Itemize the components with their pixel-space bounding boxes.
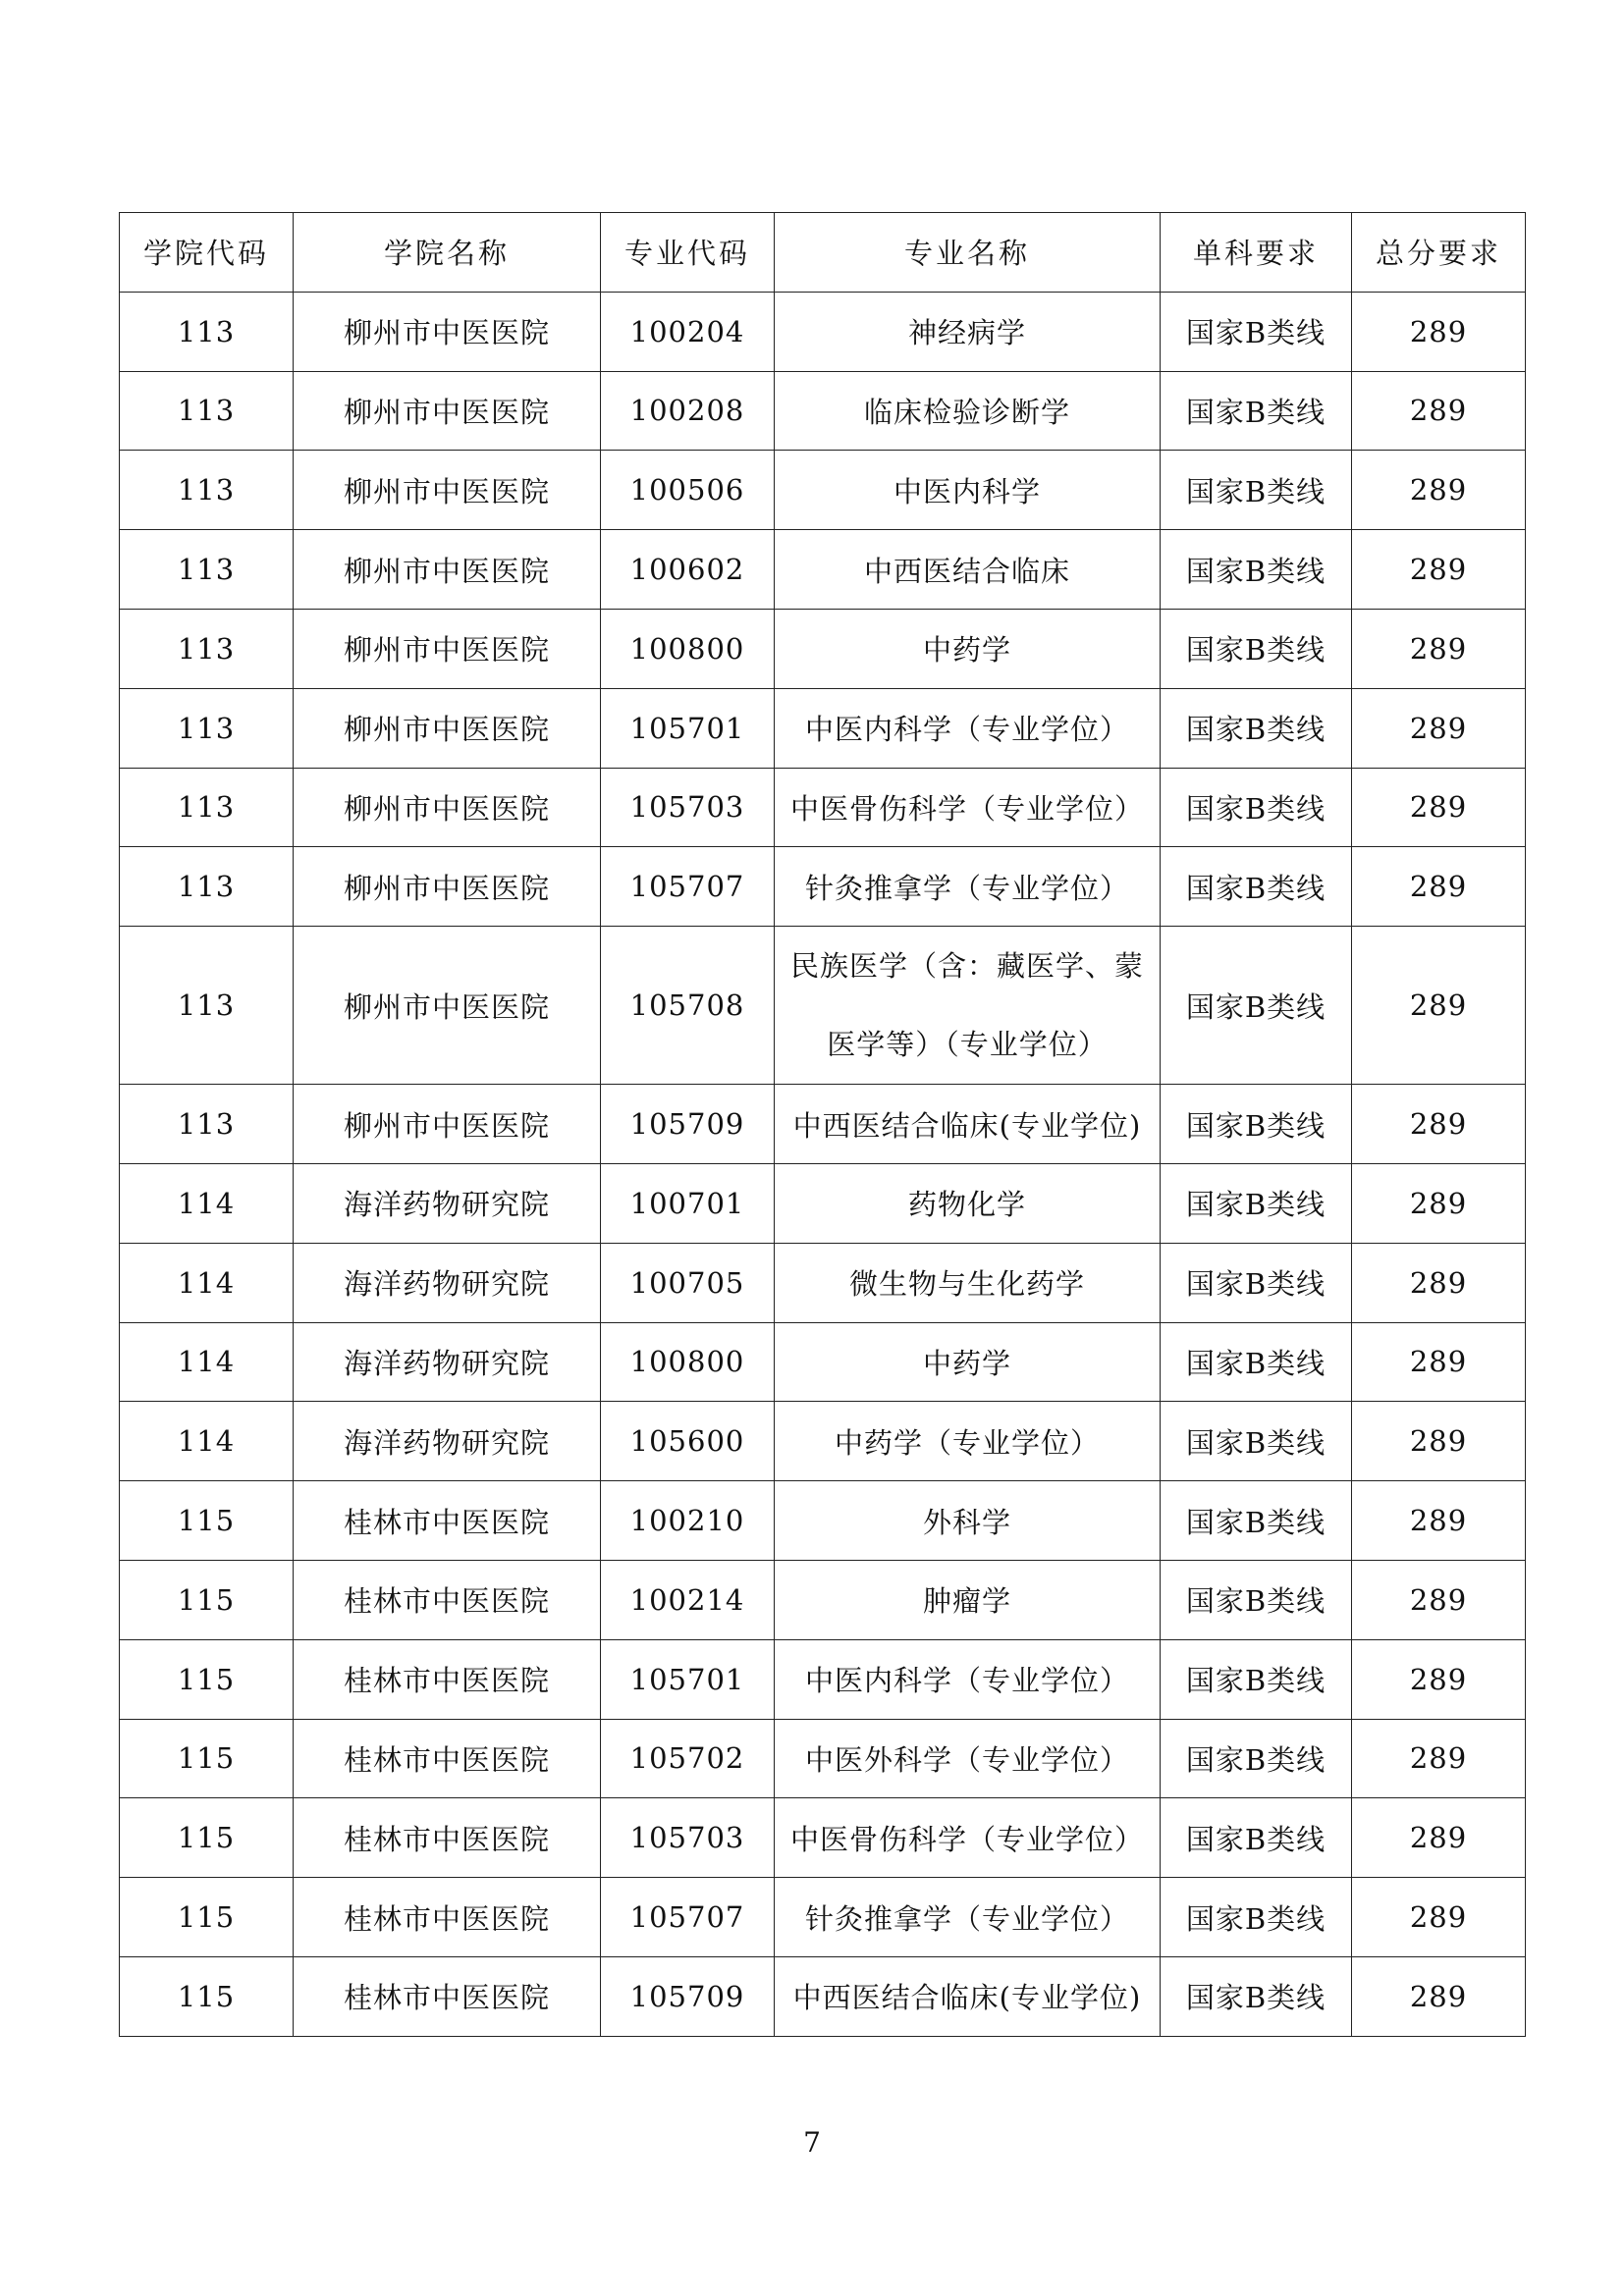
- cell-single-subject-requirement: 国家B类线: [1161, 1243, 1352, 1322]
- table-row: [120, 768, 1526, 847]
- cell-major-name: 中医骨伤科学（专业学位）: [775, 1798, 1161, 1878]
- cell-college-code: 113: [120, 1085, 294, 1164]
- cell-college-code: 114: [120, 1243, 294, 1322]
- cell-total-score-requirement: 289: [1352, 1639, 1526, 1719]
- header-single-subject-requirement: 单科要求: [1161, 213, 1352, 293]
- admission-score-table: [119, 212, 1526, 2037]
- cell-total-score-requirement: 289: [1352, 1163, 1526, 1243]
- cell-major-name: 神经病学: [775, 292, 1161, 371]
- cell-major-code: 105703: [601, 768, 775, 847]
- cell-single-subject-requirement: 国家B类线: [1161, 927, 1352, 1085]
- cell-major-name: 中医骨伤科学（专业学位）: [775, 768, 1161, 847]
- cell-major-code: 105701: [601, 688, 775, 768]
- cell-single-subject-requirement: 国家B类线: [1161, 1163, 1352, 1243]
- cell-major-code: 100210: [601, 1481, 775, 1561]
- table-row: [120, 927, 1526, 1085]
- header-college-name: 学院名称: [294, 213, 601, 293]
- cell-major-code: 105708: [601, 927, 775, 1085]
- cell-total-score-requirement: 289: [1352, 1402, 1526, 1481]
- table-row: [120, 1163, 1526, 1243]
- cell-major-code: 100506: [601, 451, 775, 530]
- cell-total-score-requirement: 289: [1352, 1243, 1526, 1322]
- cell-major-name: 外科学: [775, 1481, 1161, 1561]
- cell-major-name: 中西医结合临床: [775, 530, 1161, 610]
- cell-single-subject-requirement: 国家B类线: [1161, 1956, 1352, 2036]
- table-row: [120, 1798, 1526, 1878]
- table-row: [120, 451, 1526, 530]
- cell-single-subject-requirement: 国家B类线: [1161, 1639, 1352, 1719]
- cell-single-subject-requirement: 国家B类线: [1161, 688, 1352, 768]
- cell-total-score-requirement: 289: [1352, 1878, 1526, 1957]
- cell-college-code: 115: [120, 1878, 294, 1957]
- cell-college-code: 113: [120, 768, 294, 847]
- cell-single-subject-requirement: 国家B类线: [1161, 847, 1352, 927]
- cell-major-name: 肿瘤学: [775, 1560, 1161, 1639]
- cell-major-name: 中药学: [775, 609, 1161, 688]
- table-row: [120, 1639, 1526, 1719]
- cell-single-subject-requirement: 国家B类线: [1161, 768, 1352, 847]
- table-row: [120, 609, 1526, 688]
- cell-major-code: 105701: [601, 1639, 775, 1719]
- cell-single-subject-requirement: 国家B类线: [1161, 1322, 1352, 1402]
- cell-total-score-requirement: 289: [1352, 1322, 1526, 1402]
- cell-major-code: 100800: [601, 609, 775, 688]
- cell-college-code: 113: [120, 927, 294, 1085]
- cell-single-subject-requirement: 国家B类线: [1161, 1560, 1352, 1639]
- cell-college-code: 113: [120, 530, 294, 610]
- cell-major-name: 临床检验诊断学: [775, 371, 1161, 451]
- cell-single-subject-requirement: 国家B类线: [1161, 371, 1352, 451]
- table-row: [120, 1243, 1526, 1322]
- cell-college-name: 柳州市中医医院: [294, 847, 601, 927]
- table-row: [120, 530, 1526, 610]
- cell-college-code: 115: [120, 1956, 294, 2036]
- cell-major-name: 中医内科学（专业学位）: [775, 688, 1161, 768]
- cell-major-code: 105709: [601, 1085, 775, 1164]
- cell-single-subject-requirement: 国家B类线: [1161, 1085, 1352, 1164]
- cell-major-code: 100204: [601, 292, 775, 371]
- cell-college-name: 海洋药物研究院: [294, 1243, 601, 1322]
- cell-total-score-requirement: 289: [1352, 1085, 1526, 1164]
- cell-college-code: 114: [120, 1322, 294, 1402]
- cell-major-code: 105709: [601, 1956, 775, 2036]
- cell-college-name: 桂林市中医医院: [294, 1560, 601, 1639]
- cell-college-code: 113: [120, 609, 294, 688]
- cell-total-score-requirement: 289: [1352, 292, 1526, 371]
- cell-total-score-requirement: 289: [1352, 371, 1526, 451]
- cell-total-score-requirement: 289: [1352, 1560, 1526, 1639]
- cell-college-name: 海洋药物研究院: [294, 1322, 601, 1402]
- cell-college-name: 柳州市中医医院: [294, 688, 601, 768]
- cell-college-name: 柳州市中医医院: [294, 292, 601, 371]
- cell-major-code: 105702: [601, 1719, 775, 1798]
- cell-college-code: 114: [120, 1163, 294, 1243]
- cell-major-name: 中药学: [775, 1322, 1161, 1402]
- cell-single-subject-requirement: 国家B类线: [1161, 530, 1352, 610]
- cell-major-name: 针灸推拿学（专业学位）: [775, 847, 1161, 927]
- cell-college-code: 115: [120, 1719, 294, 1798]
- cell-major-code: 100602: [601, 530, 775, 610]
- cell-total-score-requirement: 289: [1352, 768, 1526, 847]
- cell-total-score-requirement: 289: [1352, 847, 1526, 927]
- table-row: [120, 1322, 1526, 1402]
- cell-college-name: 柳州市中医医院: [294, 768, 601, 847]
- cell-college-code: 115: [120, 1560, 294, 1639]
- header-college-code: 学院代码: [120, 213, 294, 293]
- cell-single-subject-requirement: 国家B类线: [1161, 1878, 1352, 1957]
- cell-major-name: 中医外科学（专业学位）: [775, 1719, 1161, 1798]
- cell-total-score-requirement: 289: [1352, 530, 1526, 610]
- cell-major-code: 105707: [601, 1878, 775, 1957]
- cell-college-code: 115: [120, 1639, 294, 1719]
- cell-major-code: 100800: [601, 1322, 775, 1402]
- cell-major-code: 100214: [601, 1560, 775, 1639]
- cell-major-name: 针灸推拿学（专业学位）: [775, 1878, 1161, 1957]
- page-number: 7: [803, 2126, 821, 2159]
- cell-major-code: 105707: [601, 847, 775, 927]
- table-row: [120, 371, 1526, 451]
- cell-major-name: 微生物与生化药学: [775, 1243, 1161, 1322]
- cell-college-name: 柳州市中医医院: [294, 609, 601, 688]
- cell-major-name: 中西医结合临床(专业学位): [775, 1956, 1161, 2036]
- table-row: [120, 1085, 1526, 1164]
- cell-total-score-requirement: 289: [1352, 927, 1526, 1085]
- cell-college-code: 115: [120, 1798, 294, 1878]
- cell-college-code: 115: [120, 1481, 294, 1561]
- cell-major-name: 中医内科学: [775, 451, 1161, 530]
- table-row: [120, 292, 1526, 371]
- table-row: [120, 1481, 1526, 1561]
- cell-college-name: 海洋药物研究院: [294, 1163, 601, 1243]
- cell-college-name: 桂林市中医医院: [294, 1878, 601, 1957]
- cell-college-code: 113: [120, 371, 294, 451]
- cell-major-name: 中西医结合临床(专业学位): [775, 1085, 1161, 1164]
- cell-total-score-requirement: 289: [1352, 451, 1526, 530]
- cell-college-name: 桂林市中医医院: [294, 1481, 601, 1561]
- cell-college-name: 桂林市中医医院: [294, 1956, 601, 2036]
- cell-single-subject-requirement: 国家B类线: [1161, 451, 1352, 530]
- cell-college-name: 柳州市中医医院: [294, 1085, 601, 1164]
- cell-single-subject-requirement: 国家B类线: [1161, 1402, 1352, 1481]
- cell-college-name: 海洋药物研究院: [294, 1402, 601, 1481]
- cell-total-score-requirement: 289: [1352, 1719, 1526, 1798]
- cell-college-name: 柳州市中医医院: [294, 530, 601, 610]
- cell-college-name: 桂林市中医医院: [294, 1639, 601, 1719]
- cell-major-code: 100701: [601, 1163, 775, 1243]
- cell-college-code: 114: [120, 1402, 294, 1481]
- cell-major-code: 100705: [601, 1243, 775, 1322]
- cell-total-score-requirement: 289: [1352, 1798, 1526, 1878]
- cell-single-subject-requirement: 国家B类线: [1161, 609, 1352, 688]
- cell-college-code: 113: [120, 688, 294, 768]
- table-row: [120, 1719, 1526, 1798]
- cell-major-name: 民族医学（含：藏医学、蒙医学等）（专业学位）: [775, 927, 1161, 1085]
- cell-total-score-requirement: 289: [1352, 1481, 1526, 1561]
- cell-college-name: 桂林市中医医院: [294, 1798, 601, 1878]
- cell-major-name: 中药学（专业学位）: [775, 1402, 1161, 1481]
- table-header-row: [120, 213, 1526, 293]
- cell-college-name: 柳州市中医医院: [294, 927, 601, 1085]
- cell-college-name: 桂林市中医医院: [294, 1719, 601, 1798]
- cell-total-score-requirement: 289: [1352, 609, 1526, 688]
- cell-single-subject-requirement: 国家B类线: [1161, 1719, 1352, 1798]
- header-major-name: 专业名称: [775, 213, 1161, 293]
- table-row: [120, 1878, 1526, 1957]
- cell-total-score-requirement: 289: [1352, 688, 1526, 768]
- cell-major-name: 中医内科学（专业学位）: [775, 1639, 1161, 1719]
- cell-college-code: 113: [120, 451, 294, 530]
- cell-college-code: 113: [120, 847, 294, 927]
- cell-college-name: 柳州市中医医院: [294, 371, 601, 451]
- cell-single-subject-requirement: 国家B类线: [1161, 292, 1352, 371]
- table-row: [120, 1560, 1526, 1639]
- table-row: [120, 688, 1526, 768]
- cell-major-code: 100208: [601, 371, 775, 451]
- cell-single-subject-requirement: 国家B类线: [1161, 1481, 1352, 1561]
- table-row: [120, 1956, 1526, 2036]
- cell-major-code: 105703: [601, 1798, 775, 1878]
- table-row: [120, 847, 1526, 927]
- cell-total-score-requirement: 289: [1352, 1956, 1526, 2036]
- cell-single-subject-requirement: 国家B类线: [1161, 1798, 1352, 1878]
- cell-college-name: 柳州市中医医院: [294, 451, 601, 530]
- cell-major-name: 药物化学: [775, 1163, 1161, 1243]
- header-total-score-requirement: 总分要求: [1352, 213, 1526, 293]
- table-row: [120, 1402, 1526, 1481]
- cell-major-code: 105600: [601, 1402, 775, 1481]
- header-major-code: 专业代码: [601, 213, 775, 293]
- cell-college-code: 113: [120, 292, 294, 371]
